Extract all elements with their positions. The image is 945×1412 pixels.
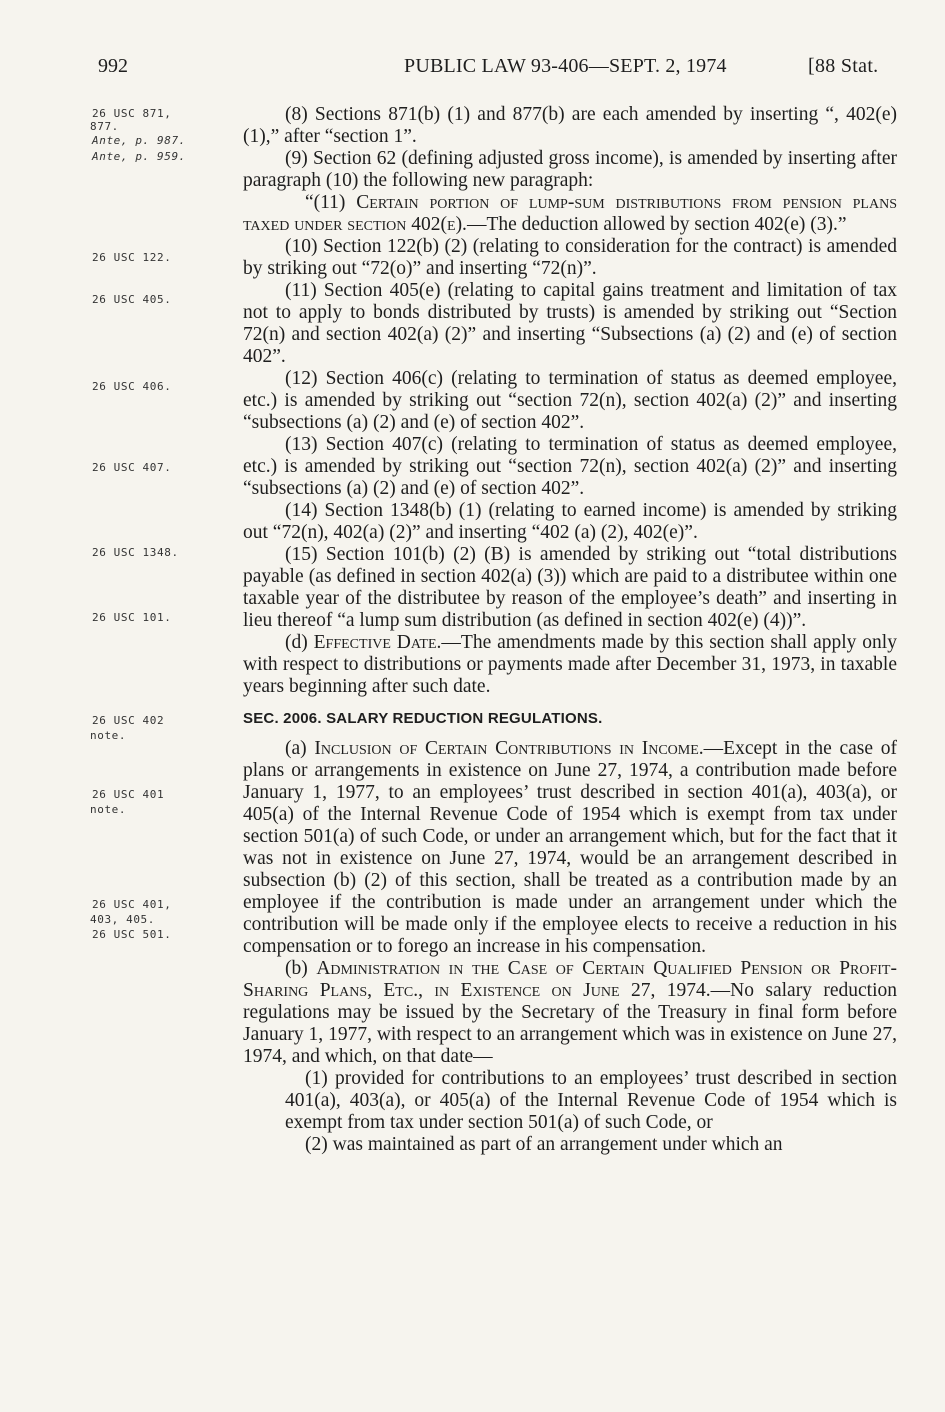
margin-note: 26 USC 101.: [92, 611, 172, 624]
paragraph-14: (14) Section 1348(b) (1) (relating to earned income) is amended by striking out “72(n), 402(a) (2)” and inserting “402 (a) (2), 402(e)”.: [243, 500, 897, 543]
margin-note: 26 USC 407.: [92, 461, 172, 474]
paragraph-10: (10) Section 122(b) (2) (relating to consideration for the contract) is amended by striking out “72(o)” and inserting “72(n)”.: [243, 236, 897, 279]
margin-note: 26 USC 871,: [92, 107, 172, 120]
margin-note: 26 USC 401: [92, 788, 165, 801]
margin-note: 26 USC 405.: [92, 293, 172, 306]
margin-note: 26 USC 406.: [92, 380, 172, 393]
margin-notes: [0, 0, 230, 1412]
margin-note: note.: [90, 803, 127, 816]
margin-note: 877.: [90, 120, 119, 133]
paragraph-15: (15) Section 101(b) (2) (B) is amended by striking out “total distributions payable (as defined in section 402(a) (3)) which are paid to a distributee within one taxable year of the distributee by reason of the employee’s death” and inserting in lieu thereof “a lump sum distribution (as defined in section 402(e) (4))”.: [243, 544, 897, 631]
margin-note: 403, 405.: [90, 913, 156, 926]
running-title: PUBLIC LAW 93-406—SEPT. 2, 1974: [404, 55, 727, 77]
statute-reference: [88 Stat.: [808, 55, 879, 77]
margin-note: 26 USC 1348.: [92, 546, 179, 559]
paragraph-11: (11) Section 405(e) (relating to capital gains treatment and limitation of tax not to apply to bonds distributed by trusts) is amended by striking out “Section 72(n) and section 402(a) (2)” and inserting “Subsections (a) (2) and (e) of section 402”.: [243, 280, 897, 367]
margin-note: Ante, p. 987.: [92, 134, 186, 147]
section-heading: SEC. 2006. SALARY REDUCTION REGULATIONS.: [243, 710, 603, 727]
subsection-a: (a) Inclusion of Certain Contributions in Income.—Except in the case of plans or arrangements in existence on June 27, 1974, a contribution made before January 1, 1977, to an employees’ trust described in section 401(a), 403(a), or 405(a) of the Internal Revenue Code of 1954 which is exempt from tax under section 501(a) of such Code, or under an arrangement which, but for the fact that it was not in existence on June 27, 1974, would be an arrangement described in subsection (b) (2) of this section, shall be treated as a contribution made by an employee if the contribution is made under an arrangement under which the contribution will be made only if the employee elects to receive a reduction in his compensation or to forego an increase in his compensation.: [243, 738, 897, 957]
subsection-d: (d) Effective Date.—The amendments made by this section shall apply only with respect to distributions or payments made after December 31, 1973, in taxable years beginning after such date.: [243, 632, 897, 697]
paragraph-b1: (1) provided for contributions to an employees’ trust described in section 401(a), 403(a), or 405(a) of the Internal Revenue Code of 1954 which is exempt from tax under section 501(a) of such Code, or: [285, 1068, 897, 1133]
page-number: 992: [98, 55, 128, 77]
margin-note: 26 USC 401,: [92, 898, 172, 911]
margin-note: note.: [90, 729, 127, 742]
paragraph-9-quote: “(11) Certain portion of lump-sum distributions from pension plans taxed under section 402(e).—The deduction allowed by section 402(e) (3).”: [243, 192, 897, 235]
margin-note: 26 USC 501.: [92, 928, 172, 941]
margin-note: 26 USC 122.: [92, 251, 172, 264]
margin-note: Ante, p. 959.: [92, 150, 186, 163]
margin-note: 26 USC 402: [92, 714, 165, 727]
paragraph-8: (8) Sections 871(b) (1) and 877(b) are each amended by inserting “, 402(e) (1),” after “section 1”.: [243, 104, 897, 147]
paragraph-13: (13) Section 407(c) (relating to termination of status as deemed employee, etc.) is amended by striking out “section 72(n), section 402(a) (2)” and inserting “subsections (a) (2) and (e) of section 402”.: [243, 434, 897, 499]
subsection-b: (b) Administration in the Case of Certain Qualified Pension or Profit-Sharing Plans, Etc., in Existence on June 27, 1974.—No salary reduction regulations may be issued by the Secretary of the Treasury in final form before January 1, 1977, with respect to an arrangement which was in existence on June 27, 1974, and which, on that date—: [243, 958, 897, 1067]
paragraph-9: (9) Section 62 (defining adjusted gross income), is amended by inserting after paragraph (10) the following new paragraph:: [243, 148, 897, 191]
paragraph-b2: (2) was maintained as part of an arrangement under which an: [305, 1134, 783, 1155]
paragraph-12: (12) Section 406(c) (relating to termination of status as deemed employee, etc.) is amended by striking out “section 72(n), section 402(a) (2)” and inserting “subsections (a) (2) and (e) of section 402”.: [243, 368, 897, 433]
body-text: [243, 104, 897, 1156]
